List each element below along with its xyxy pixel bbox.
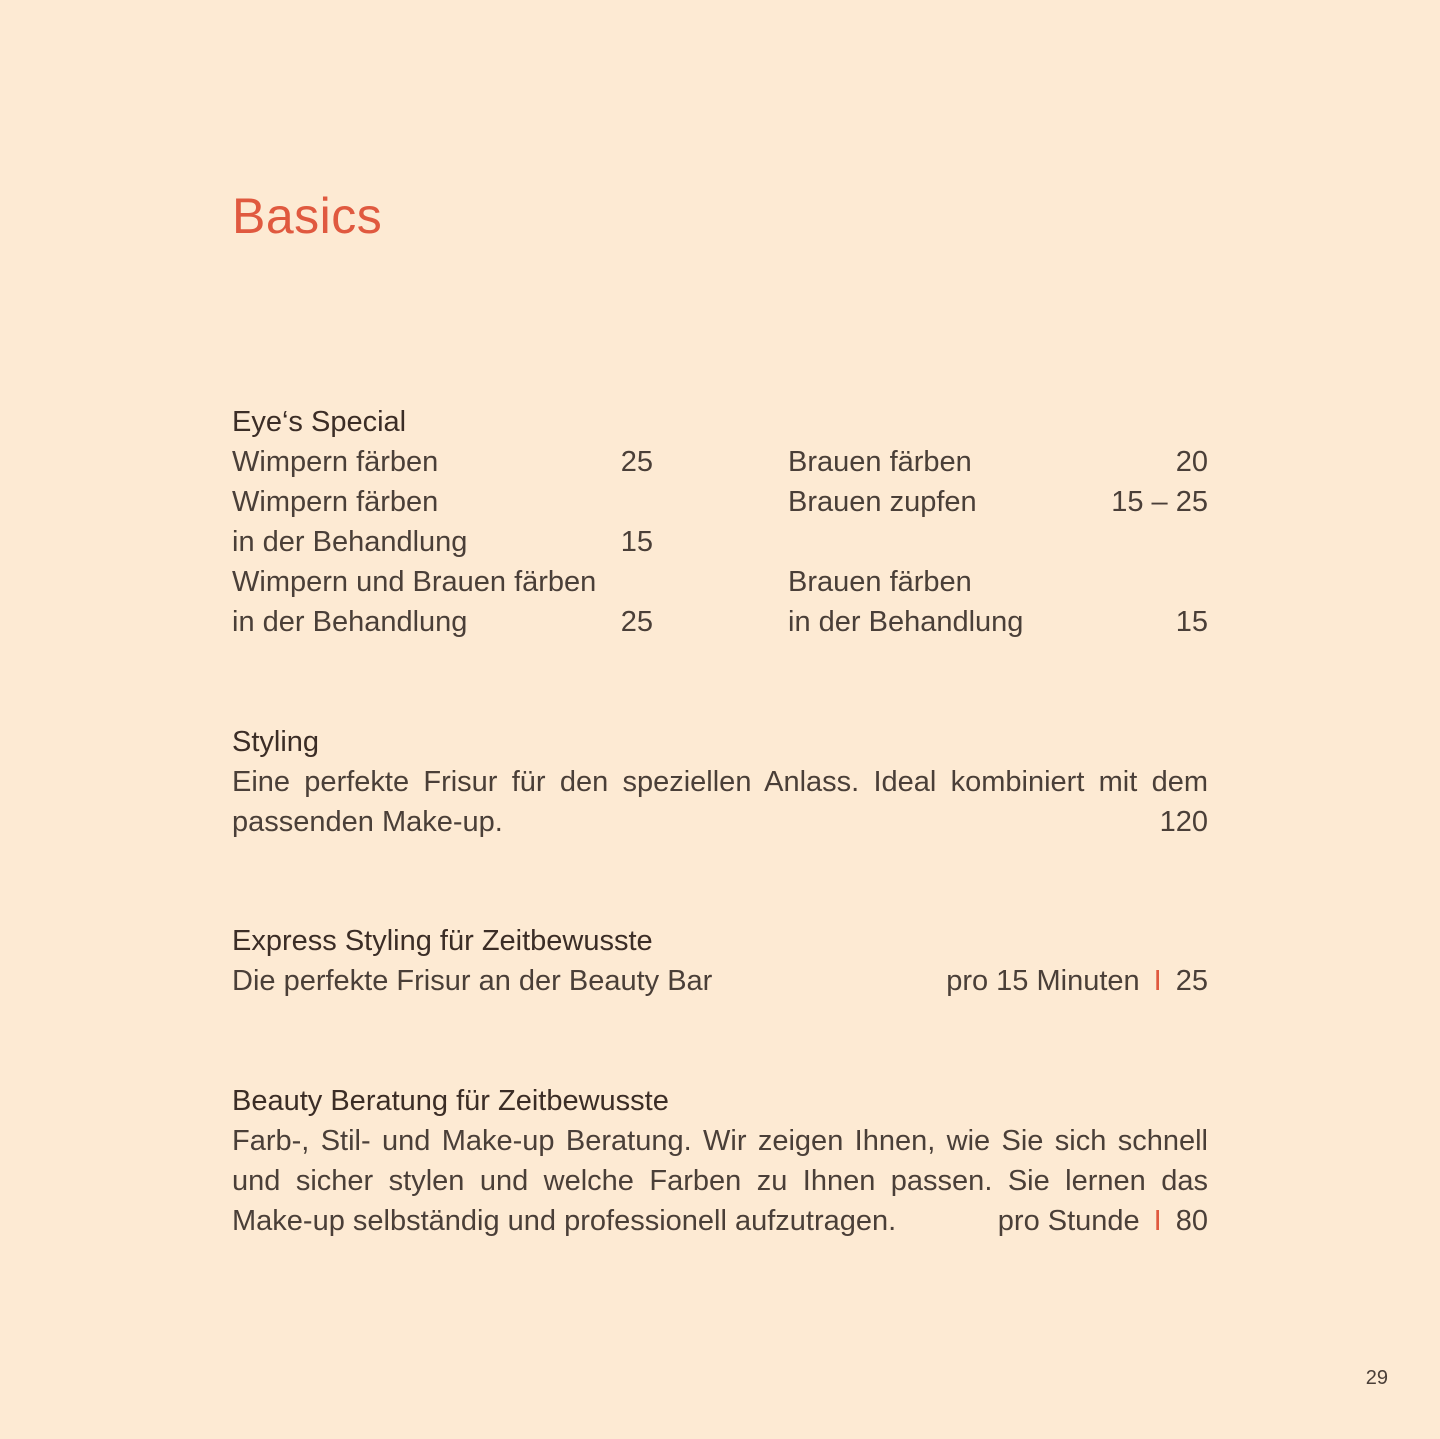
express-styling-heading: Express Styling für Zeitbewusste xyxy=(232,925,653,957)
lashes-tint-treatment-price: 15 xyxy=(620,526,653,558)
lashes-tint-price: 25 xyxy=(620,446,653,478)
lashes-tint-treatment-label-1: Wimpern färben xyxy=(232,486,439,518)
styling-heading: Styling xyxy=(232,726,320,758)
lashes-brows-tint-label-2: in der Behandlung xyxy=(232,606,468,638)
beauty-consultation-line-1: Farb-, Stil- und Make-up Beratung. Wir zeigen Ihnen, wie Sie sich schnell xyxy=(232,1125,1208,1157)
styling-description-line-1: Eine perfekte Frisur für den speziellen Anlass. Ideal kombiniert mit dem xyxy=(232,766,1208,798)
styling-description-line-2: passenden Make-up. xyxy=(232,806,503,838)
price-separator: I xyxy=(1153,1205,1162,1237)
eyes-special-heading: Eye‘s Special xyxy=(232,406,407,438)
brows-tint-treatment-label-1: Brauen färben xyxy=(788,566,972,598)
page-title: Basics xyxy=(232,188,383,244)
brows-tint-treatment-price: 15 xyxy=(1175,606,1208,638)
page-number: 29 xyxy=(1365,1367,1388,1389)
brows-pluck-price: 15 – 25 xyxy=(1111,486,1208,518)
beauty-consultation-heading: Beauty Beratung für Zeitbewusste xyxy=(232,1085,669,1117)
express-styling-description: Die perfekte Frisur an der Beauty Bar xyxy=(232,965,713,997)
brows-tint-label: Brauen färben xyxy=(788,446,972,478)
price-separator: I xyxy=(1153,965,1162,997)
express-styling-price-line xyxy=(800,961,1208,1001)
brows-pluck-label: Brauen zupfen xyxy=(788,486,977,518)
beauty-consultation-unit: pro Stunde xyxy=(997,1205,1140,1237)
beauty-consultation-line-3: Make-up selbständig und professionell aufzutragen. xyxy=(232,1205,897,1237)
express-styling-unit: pro 15 Minuten xyxy=(946,965,1140,997)
beauty-consultation-price-line xyxy=(900,1201,1208,1241)
lashes-tint-treatment-label-2: in der Behandlung xyxy=(232,526,468,558)
lashes-tint-label: Wimpern färben xyxy=(232,446,439,478)
brows-tint-price: 20 xyxy=(1175,446,1208,478)
express-styling-price: 25 xyxy=(1175,965,1208,997)
brows-tint-treatment-label-2: in der Behandlung xyxy=(788,606,1024,638)
lashes-brows-tint-label-1: Wimpern und Brauen färben xyxy=(232,566,597,598)
beauty-consultation-price: 80 xyxy=(1175,1205,1208,1237)
lashes-brows-tint-price: 25 xyxy=(620,606,653,638)
styling-price: 120 xyxy=(1159,806,1208,838)
beauty-consultation-line-2: und sicher stylen und welche Farben zu Ihnen passen. Sie lernen das xyxy=(232,1165,1208,1197)
